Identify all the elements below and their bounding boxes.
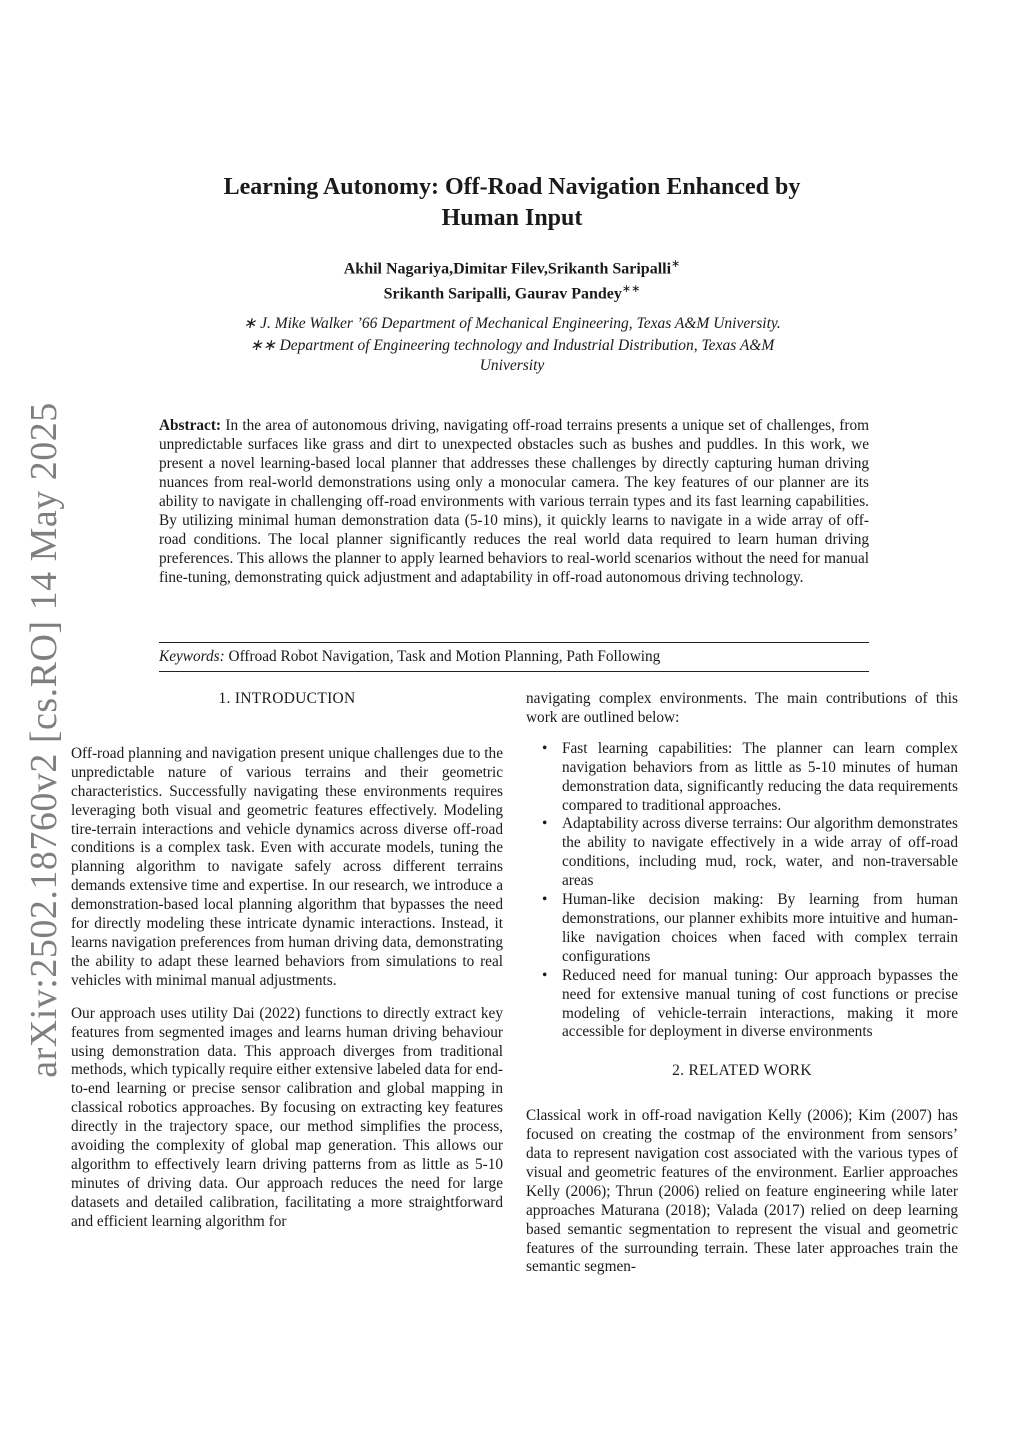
- paper-title: Learning Autonomy: Off-Road Navigation Enhanced by Human Input: [223, 174, 801, 231]
- contributions-list: [526, 740, 958, 1043]
- left-column: [71, 690, 503, 1246]
- intro-paragraph-2: Our approach uses utility Dai (2022) functions to directly extract key features from segmented images and learns human driving behaviour using demonstration data. This approach diverges from traditional methods, which typically require either extensive labeled data for end-to-end learning or precise sensor calibration and global mapping in classical robotics approaches. By focusing on extracting key features directly in the trajectory space, our method simplifies the process, avoiding the complexity of global map generation. This allows our algorithm to effectively learn driving patterns from as little as 5-10 minutes of driving data. Our approach reduces the need for large datasets and detailed calibration, facilitating a more straightforward and efficient learning algorithm for: [71, 1004, 503, 1230]
- intro-paragraph-2-continued: navigating complex environments. The main contributions of this work are outlined below:: [526, 690, 958, 726]
- affiliation-2: ∗∗ Department of Engineering technology and Industrial Distribution, Texas A&M University: [249, 337, 775, 374]
- related-work-heading: 2. RELATED WORK: [672, 1062, 812, 1080]
- related-work-paragraph-1: Classical work in off-road navigation Kelly (2006); Kim (2007) has focused on creating the costmap of the environment from sensors’ data to represent navigation cost associated with the various types of visual and geometric features of the environment. Earlier approaches Kelly (2006); Thrun (2006) relied on feature engineering while later approaches Maturana (2018); Valada (2017) relied on deep learning based semantic segmentation to represent the visual and geometric features of the surrounding terrain. These later approaches train the semantic segmen-: [526, 1107, 958, 1276]
- list-item: • Fast learning capabilities: The planner can learn complex navigation behaviors from as little as 5-10 minutes of human demonstration data, significantly reducing the data requirements compared to traditional approaches.: [542, 739, 958, 814]
- list-item: • Reduced need for manual tuning: Our approach bypasses the need for extensive manual tuning of cost functions or precise modeling of vehicle-terrain interactions, making it more accessible for deployment in diverse environments: [542, 966, 958, 1041]
- right-column: [526, 690, 958, 1291]
- list-item: • Human-like decision making: By learning from human demonstrations, our planner exhibits more intuitive and human-like navigation choices when faced with complex terrain configurations: [542, 891, 958, 965]
- keywords-label: Keywords:: [159, 648, 225, 665]
- bullet-icon: •: [542, 815, 548, 833]
- bullet-icon: •: [542, 739, 548, 757]
- abstract-text: In the area of autonomous driving, navigating off-road terrains presents a unique set of challenges, from unpredictable surfaces like grass and dirt to unexpected obstacles such as bushes and puddles. In this work, we present a novel learning-based local planner that addresses these challenges by directly capturing human driving nuances from real-world demonstrations using only a monocular camera. The key features of our planner are its ability to navigate in challenging off-road environments with various terrain types and its fast learning capabilities. By utilizing minimal human demonstration data (5-10 mins), it quickly learns to navigate in a wide array of off-road conditions. The local planner significantly reduces the real world data required to learn human driving preferences. This allows the planner to apply learned behaviors to real-world scenarios without the need for manual fine-tuning, demonstrating quick adjustment and adaptability in off-road autonomous driving technology.: [159, 417, 869, 586]
- divider-bottom: [159, 671, 869, 672]
- abstract: [159, 416, 869, 587]
- list-item: • Adaptability across diverse terrains: Our algorithm demonstrates the ability to navigate effectively in a wide array of off-road conditions, including mud, rock, water, and non-traversable areas: [542, 815, 958, 890]
- abstract-label: Abstract:: [159, 417, 222, 434]
- arxiv-id: arXiv:2502.18760v2 [cs.RO] 14 May 2025: [23, 402, 65, 1078]
- author-line-2: Srikanth Saripalli, Gaurav Pandey: [383, 285, 622, 303]
- author-block: [220, 254, 804, 305]
- author-mark-2: ∗∗: [621, 283, 641, 296]
- keywords: [159, 647, 869, 666]
- bullet-icon: •: [542, 891, 548, 909]
- author-line-1: Akhil Nagariya,Dimitar Filev,Srikanth Saripalli: [343, 260, 672, 278]
- keywords-text: Offroad Robot Navigation, Task and Motion Planning, Path Following: [228, 648, 661, 665]
- divider-top: [159, 642, 869, 643]
- bullet-icon: •: [542, 966, 548, 984]
- intro-heading: 1. INTRODUCTION: [218, 690, 356, 707]
- affiliations: [220, 314, 804, 378]
- affiliation-1: ∗ J. Mike Walker ’66 Department of Mechanical Engineering, Texas A&M University.: [243, 315, 781, 332]
- intro-paragraph-1: Off-road planning and navigation present unique challenges due to the unpredictable nature of various terrains and their geometric characteristics. Successfully navigating these environments requires leveraging both visual and geometric features effectively. Modeling tire-terrain interactions and vehicle dynamics across diverse off-road conditions is a complex task. Even with accurate models, tuning the planning algorithm to navigate safely across different terrains demands extensive time and expertise. In our research, we introduce a demonstration-based local planning algorithm that bypasses the need for directly modeling these intricate dynamic interactions. Instead, it learns navigation preferences from human driving data, demonstrating the ability to adapt these learned behaviors from simulations to real vehicles with minimal manual adjustments.: [71, 744, 503, 989]
- author-mark-1: ∗: [671, 258, 681, 270]
